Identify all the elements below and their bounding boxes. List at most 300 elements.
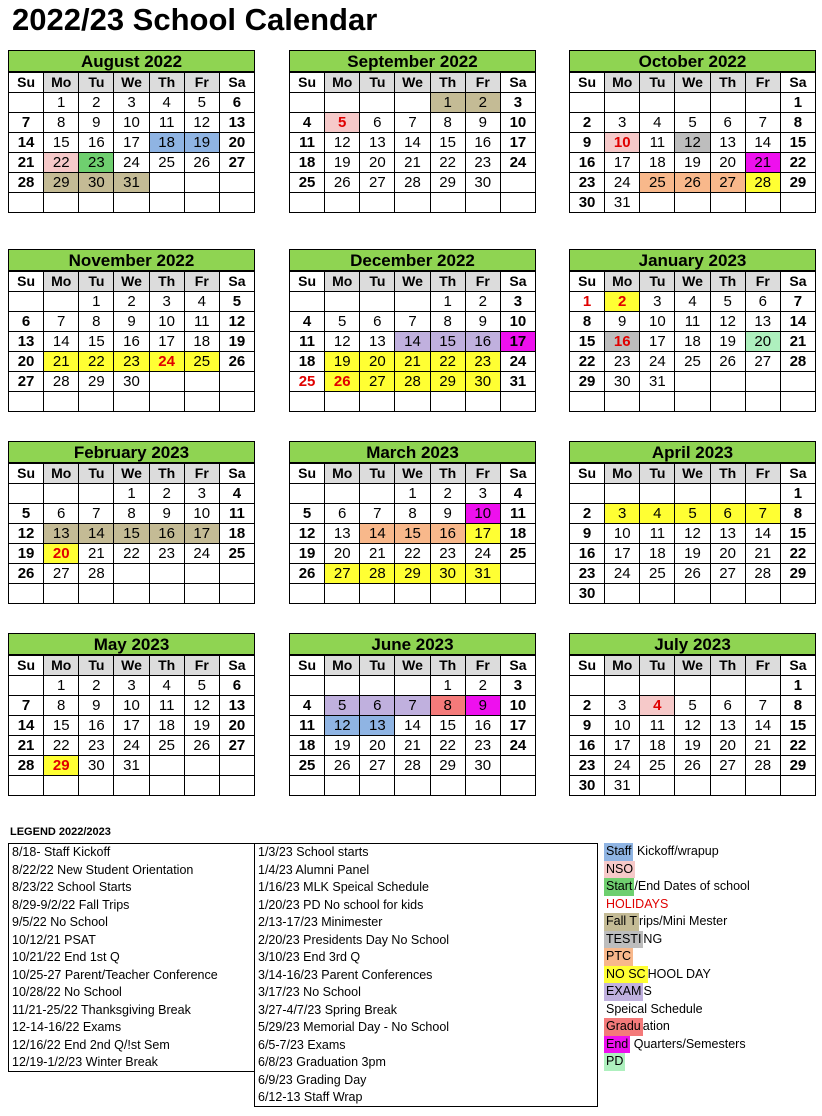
day-cell: 27 [44,564,79,584]
day-cell: 12 [675,716,710,736]
day-cell: 20 [360,352,395,372]
day-cell [79,484,114,504]
day-cell: 31 [500,372,535,392]
day-cell [44,584,79,604]
day-cell: 30 [570,776,605,796]
day-cell [430,193,465,213]
day-cell: 31 [605,193,640,213]
day-cell: 6 [745,292,780,312]
day-cell [640,93,675,113]
day-cell: 1 [79,292,114,312]
day-cell: 19 [290,544,325,564]
day-cell: 18 [290,352,325,372]
day-cell [395,93,430,113]
day-cell: 15 [79,332,114,352]
day-cell: 5 [325,312,360,332]
day-cell: 26 [325,372,360,392]
day-cell: 17 [605,153,640,173]
day-cell: 13 [360,716,395,736]
weekday-header: Su [9,656,44,676]
weekday-header: Mo [44,73,79,93]
day-cell: 5 [675,504,710,524]
weekday-header: Th [149,656,184,676]
day-cell: 30 [430,564,465,584]
day-cell: 16 [149,524,184,544]
month-name: January 2023 [569,249,816,271]
day-cell: 9 [114,312,149,332]
day-cell: 20 [9,352,44,372]
day-cell: 3 [605,504,640,524]
weekday-header: Mo [325,656,360,676]
day-cell: 25 [640,564,675,584]
weekday-header: Sa [219,272,254,292]
day-cell: 23 [570,564,605,584]
day-cell [465,776,500,796]
month-calendar [289,441,536,604]
day-cell: 10 [605,524,640,544]
day-cell: 10 [184,504,219,524]
day-cell [114,392,149,412]
weekday-header: Sa [219,73,254,93]
day-cell: 21 [395,153,430,173]
day-cell [290,584,325,604]
day-cell: 1 [114,484,149,504]
day-cell: 30 [570,193,605,213]
weekday-header: We [675,272,710,292]
day-cell: 28 [395,173,430,193]
day-cell: 28 [395,756,430,776]
legend-key: EXAM S [604,983,804,1001]
day-cell: 15 [780,716,815,736]
day-cell [149,392,184,412]
day-cell: 7 [9,113,44,133]
day-cell: 5 [184,93,219,113]
month-calendar [569,441,816,604]
weekday-header: Th [710,272,745,292]
day-cell [675,392,710,412]
day-cell: 9 [79,696,114,716]
day-cell: 27 [219,736,254,756]
day-cell: 14 [745,524,780,544]
day-cell: 14 [9,716,44,736]
legend-swatch: Gradu [604,1018,643,1036]
legend-key: TESTI NG [604,931,804,949]
day-cell [780,193,815,213]
day-cell: 23 [465,736,500,756]
day-cell [640,484,675,504]
month-name: August 2022 [8,50,255,72]
day-cell [745,93,780,113]
day-cell: 14 [395,716,430,736]
weekday-header: Fr [465,73,500,93]
day-cell: 30 [570,584,605,604]
day-cell: 31 [640,372,675,392]
day-cell [710,392,745,412]
day-cell: 11 [675,312,710,332]
day-cell: 7 [745,113,780,133]
day-cell [570,93,605,113]
day-cell [605,676,640,696]
day-cell [430,584,465,604]
day-cell [500,756,535,776]
day-cell: 28 [44,372,79,392]
day-cell: 6 [710,504,745,524]
day-cell: 27 [360,173,395,193]
day-cell [360,193,395,213]
day-cell: 9 [149,504,184,524]
day-cell [395,292,430,312]
day-cell: 9 [465,696,500,716]
day-cell: 12 [184,696,219,716]
day-cell: 21 [360,544,395,564]
day-cell: 23 [465,153,500,173]
day-cell: 21 [395,736,430,756]
day-cell: 23 [570,756,605,776]
day-cell: 15 [430,716,465,736]
day-cell: 8 [570,312,605,332]
day-cell [675,93,710,113]
day-cell: 13 [360,133,395,153]
day-cell [675,676,710,696]
day-cell: 28 [79,564,114,584]
day-cell: 23 [114,352,149,372]
day-cell: 23 [430,544,465,564]
day-cell: 17 [500,716,535,736]
weekday-header: We [675,656,710,676]
day-cell [395,584,430,604]
day-cell: 30 [79,756,114,776]
day-cell: 17 [605,544,640,564]
day-cell [675,584,710,604]
day-cell [184,584,219,604]
day-cell: 31 [114,756,149,776]
weekday-header: Th [430,464,465,484]
day-cell [184,173,219,193]
legend-entry: 2/13-17/23 Minimester [258,915,383,929]
day-cell: 27 [9,372,44,392]
day-cell: 13 [44,524,79,544]
day-cell: 5 [219,292,254,312]
weekday-header: Th [430,272,465,292]
weekday-header: We [114,73,149,93]
day-cell: 9 [79,113,114,133]
day-cell: 6 [710,696,745,716]
day-cell: 18 [640,153,675,173]
weekday-header: Sa [219,656,254,676]
day-cell: 29 [44,756,79,776]
day-cell: 11 [290,716,325,736]
weekday-header: Sa [500,656,535,676]
weekday-header: Fr [745,272,780,292]
day-cell: 8 [780,113,815,133]
day-cell: 19 [9,544,44,564]
day-cell [605,392,640,412]
weekday-header: Tu [79,656,114,676]
day-cell: 16 [114,332,149,352]
day-cell: 9 [465,312,500,332]
day-cell: 18 [640,544,675,564]
weekday-header: We [675,464,710,484]
day-cell: 5 [675,696,710,716]
day-cell: 1 [430,676,465,696]
weekday-header: Fr [184,464,219,484]
legend-color-key [604,843,804,1069]
month-calendar [569,633,816,796]
day-cell: 28 [9,173,44,193]
day-cell [325,676,360,696]
weekday-header: Mo [325,272,360,292]
month-name: May 2023 [8,633,255,655]
day-cell: 14 [44,332,79,352]
legend-key: NO SC HOOL DAY [604,966,804,984]
day-cell [9,584,44,604]
day-cell [44,292,79,312]
day-cell: 8 [79,312,114,332]
month-name: June 2023 [289,633,536,655]
day-cell [79,193,114,213]
day-cell [710,193,745,213]
day-cell [395,392,430,412]
weekday-header: We [395,73,430,93]
day-cell: 20 [360,153,395,173]
day-cell: 27 [360,372,395,392]
day-cell [325,584,360,604]
day-cell: 19 [219,332,254,352]
day-cell [640,193,675,213]
day-cell: 11 [640,716,675,736]
day-cell: 20 [745,332,780,352]
day-cell: 22 [430,352,465,372]
day-cell: 4 [149,676,184,696]
day-cell: 24 [184,544,219,564]
day-cell: 21 [395,352,430,372]
day-cell [745,676,780,696]
day-cell [149,372,184,392]
day-cell: 22 [780,736,815,756]
day-cell: 27 [710,173,745,193]
day-cell: 20 [360,736,395,756]
day-cell: 4 [290,113,325,133]
day-cell: 19 [675,153,710,173]
weekday-header: We [114,464,149,484]
weekday-header: We [114,272,149,292]
legend-swatch: Staff [604,843,633,861]
day-cell: 4 [290,696,325,716]
day-cell [360,676,395,696]
day-cell: 8 [44,696,79,716]
weekday-header: Mo [44,272,79,292]
day-cell: 18 [675,332,710,352]
weekday-header: Su [290,73,325,93]
day-cell: 8 [780,504,815,524]
day-cell: 20 [710,153,745,173]
day-cell [219,173,254,193]
day-cell: 9 [605,312,640,332]
day-cell [605,93,640,113]
day-cell: 16 [605,332,640,352]
day-cell: 20 [219,133,254,153]
day-cell: 25 [184,352,219,372]
day-cell: 24 [500,736,535,756]
legend-dates-spring [254,843,598,1107]
legend-entry: 2/20/23 Presidents Day No School [258,932,450,947]
day-cell: 7 [780,292,815,312]
weekday-header: Tu [640,73,675,93]
weekday-header: Su [570,464,605,484]
day-cell: 2 [149,484,184,504]
legend-entry: 1/4/23 Alumni Panel [258,862,370,877]
weekday-header: Su [570,656,605,676]
day-cell [500,173,535,193]
day-cell: 7 [9,696,44,716]
day-cell [710,776,745,796]
day-cell: 19 [184,716,219,736]
day-cell: 23 [605,352,640,372]
day-cell: 11 [290,133,325,153]
weekday-header: Su [9,272,44,292]
day-cell [219,372,254,392]
day-cell: 14 [780,312,815,332]
legend-entry: 1/3/23 School starts [258,845,369,859]
day-cell: 19 [325,153,360,173]
day-cell: 26 [184,153,219,173]
legend-entry: 8/18- Staff Kickoff [12,845,111,859]
day-cell: 2 [465,93,500,113]
day-cell: 22 [395,544,430,564]
day-cell: 13 [710,524,745,544]
day-cell: 2 [430,484,465,504]
day-cell: 11 [290,332,325,352]
day-cell [149,564,184,584]
weekday-header: Mo [605,656,640,676]
legend-entry: 10/25-27 Parent/Teacher Conference [12,967,218,982]
day-cell: 19 [325,736,360,756]
legend-key: Gradu ation [604,1018,804,1036]
day-cell [710,584,745,604]
day-cell [675,776,710,796]
weekday-header: We [395,464,430,484]
legend-entry: 6/8/23 Graduation 3pm [258,1055,386,1069]
day-cell: 26 [219,352,254,372]
day-cell: 12 [219,312,254,332]
day-cell: 11 [640,524,675,544]
day-cell [360,584,395,604]
day-cell: 3 [184,484,219,504]
day-cell: 30 [79,173,114,193]
day-cell: 24 [500,153,535,173]
day-cell [430,392,465,412]
day-cell: 25 [219,544,254,564]
day-cell [184,756,219,776]
day-cell: 26 [675,564,710,584]
day-cell: 15 [114,524,149,544]
day-cell: 16 [465,332,500,352]
day-cell: 5 [9,504,44,524]
day-cell: 8 [114,504,149,524]
day-cell: 24 [605,173,640,193]
day-cell [184,392,219,412]
day-cell [745,372,780,392]
legend-key: Start /End Dates of school [604,878,804,896]
legend-key [604,861,804,879]
day-cell: 30 [465,372,500,392]
legend-entry: 12/16/22 End 2nd Q/!st Sem [12,1037,170,1052]
weekday-header: Tu [640,656,675,676]
weekday-header: Mo [325,464,360,484]
day-cell: 14 [9,133,44,153]
legend-entry: 1/16/23 MLK Speical Schedule [258,880,429,894]
month-name: April 2023 [569,441,816,463]
weekday-header: Th [149,73,184,93]
month-calendar [569,50,816,213]
day-cell: 31 [114,173,149,193]
legend-key: Fall T rips/Mini Mester [604,913,804,931]
day-cell [114,776,149,796]
day-cell [745,484,780,504]
day-cell: 5 [290,504,325,524]
day-cell: 9 [570,716,605,736]
day-cell: 6 [219,93,254,113]
day-cell: 3 [640,292,675,312]
day-cell: 30 [465,173,500,193]
weekday-header: Sa [500,464,535,484]
day-cell: 29 [780,756,815,776]
day-cell: 27 [710,564,745,584]
day-cell: 20 [325,544,360,564]
day-cell: 9 [570,133,605,153]
legend-key: HOLIDAYS [606,896,669,911]
month-calendar [569,249,816,412]
weekday-header: Sa [780,464,815,484]
day-cell: 11 [219,504,254,524]
day-cell: 6 [9,312,44,332]
day-cell: 18 [500,524,535,544]
weekday-header: Fr [465,656,500,676]
month-calendar [8,50,255,213]
weekday-header: Tu [640,272,675,292]
day-cell [640,392,675,412]
weekday-header: Su [570,73,605,93]
weekday-header: We [395,656,430,676]
day-cell: 18 [219,524,254,544]
day-cell [290,484,325,504]
weekday-header: Tu [360,272,395,292]
day-cell [675,372,710,392]
day-cell: 4 [640,696,675,716]
weekday-header: Sa [780,272,815,292]
day-cell [745,776,780,796]
day-cell [219,776,254,796]
day-cell: 3 [114,93,149,113]
day-cell: 15 [570,332,605,352]
day-cell: 10 [500,696,535,716]
day-cell: 3 [605,113,640,133]
day-cell [360,392,395,412]
weekday-header: Fr [745,464,780,484]
day-cell: 1 [44,676,79,696]
day-cell: 20 [44,544,79,564]
day-cell: 22 [114,544,149,564]
day-cell: 16 [79,133,114,153]
day-cell: 9 [465,113,500,133]
day-cell [640,776,675,796]
day-cell: 29 [79,372,114,392]
day-cell: 8 [44,113,79,133]
day-cell: 28 [9,756,44,776]
day-cell [149,173,184,193]
day-cell: 27 [745,352,780,372]
day-cell: 6 [44,504,79,524]
